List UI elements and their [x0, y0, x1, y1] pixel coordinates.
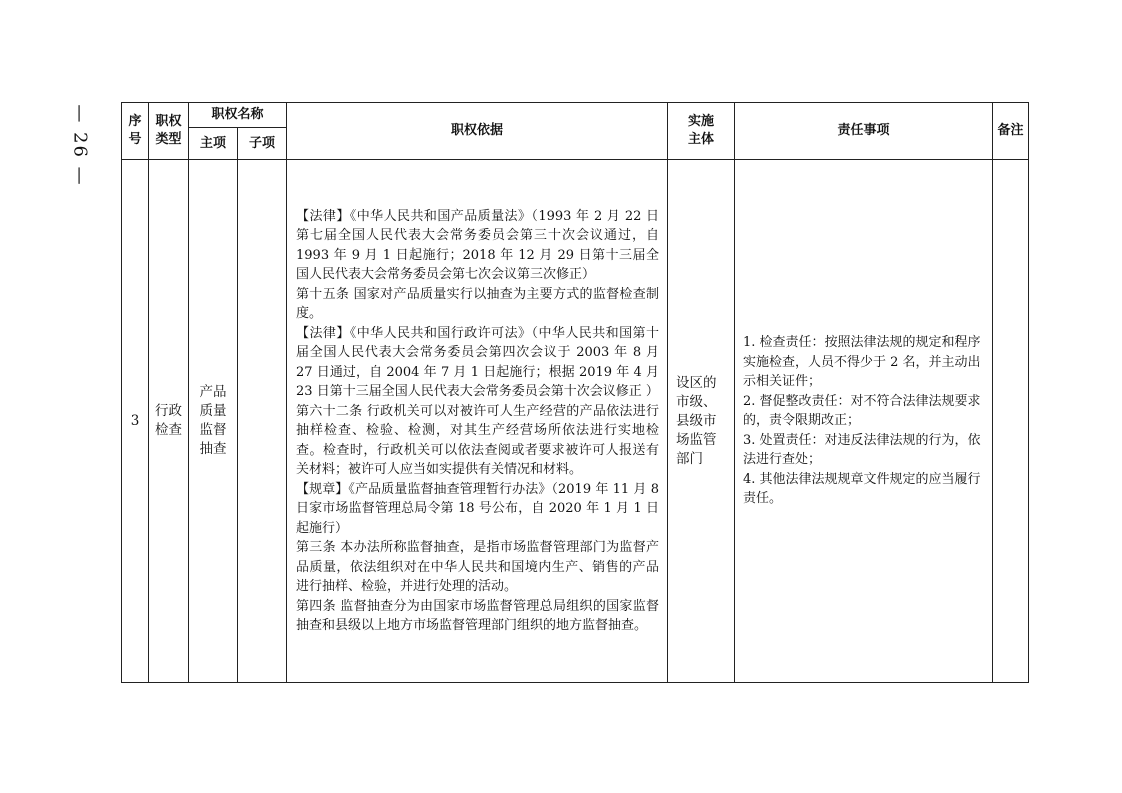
basis-paragraph: 【法律】《中华人民共和国产品质量法》（1993 年 2 月 22 日第七届全国人民代表大会常务委员会第三十次会议通过，自 1993 年 9 月 1 日起施行；2018 年 12 月 29 日第十三届全国人民代表大会常务委员会第七次会议第三次修正） [296, 208, 660, 282]
header-main-item: 主项 [189, 128, 238, 160]
header-responsibility: 责任事项 [735, 103, 993, 160]
row-subject-line: 市级、 [676, 393, 717, 410]
row-main-item [189, 160, 238, 683]
basis-paragraph: 第六十二条 行政机关可以对被许可人生产经营的产品依法进行抽样检查、检验、检测，对其生产经营场所依法进行实地检查。检查时，行政机关可以依法查阅或者要求被许可人报送有关材料；被许可人应当如实提供有关情况和材料。 [296, 403, 660, 477]
header-subject-line: 实施 [688, 114, 715, 129]
basis-paragraph: 【规章】《产品质量监督抽查管理暂行办法》（2019 年 11 月 8 日家市场监督管理总局令第 18 号公布，自 2020 年 1 月 1 日起施行） [296, 481, 660, 536]
basis-text [296, 207, 659, 636]
header-subject [668, 103, 735, 160]
page-number-text: — 26 — [69, 103, 91, 187]
basis-paragraph: 第三条 本办法所称监督抽查，是指市场监督管理部门为监督产品质量，依法组织对在中华人民共和国境内生产、销售的产品进行抽样、检验，并进行处理的活动。 [296, 540, 660, 594]
row-main-item-line: 产品 [199, 384, 227, 400]
responsibility-item: 3. 处置责任：对违反法律法规的行为，依法进行查处； [743, 432, 981, 468]
header-row-top [122, 103, 1029, 128]
responsibility-list [743, 333, 984, 509]
row-type-line: 行政 [155, 403, 182, 419]
row-subject-line: 设区的 [676, 374, 717, 391]
responsibility-item: 4. 其他法律法规规章文件规定的应当履行责任。 [743, 471, 981, 507]
header-seq-line: 序 [128, 114, 142, 129]
page-number [60, 105, 100, 185]
row-subject [668, 160, 735, 683]
row-basis [287, 160, 668, 683]
row-type-line: 检查 [155, 422, 182, 438]
header-subject-line: 主体 [688, 132, 715, 147]
header-type-line: 职权 [155, 114, 182, 129]
basis-paragraph: 第四条 监督抽查分为由国家市场监督管理总局组织的国家监督抽查和县级以上地方市场监督管理部门组织的地方监督抽查。 [296, 598, 660, 633]
basis-paragraph: 第十五条 国家对产品质量实行以抽查为主要方式的监督检查制度。 [296, 286, 660, 321]
table-row [122, 160, 1029, 683]
responsibility-item: 1. 检查责任：按照法律法规的规定和程序实施检查，人员不得少于 2 名，并主动出示相关证件； [743, 335, 981, 390]
authority-table [121, 102, 1029, 683]
header-seq-line: 号 [128, 132, 142, 147]
header-type-line: 类型 [155, 132, 182, 147]
row-main-item-line: 抽查 [199, 441, 227, 457]
row-subject-line: 县级市 [676, 412, 717, 429]
row-subject-line: 部门 [676, 450, 704, 467]
row-main-item-line: 监督 [199, 422, 227, 438]
row-remarks [993, 160, 1029, 683]
row-seq: 3 [122, 160, 149, 683]
header-type [149, 103, 189, 160]
row-main-item-line: 质量 [199, 403, 227, 419]
basis-paragraph: 【法律】《中华人民共和国行政许可法》（中华人民共和国第十届全国人民代表大会常务委员会第四次会议于 2003 年 8 月 27 日通过，自 2004 年 7 月 1 日起施行；根据 2019 年 4 月 23 日第十三届全国人民代表大会常务委员会第十次会议修正 ） [296, 325, 660, 399]
row-type [149, 160, 189, 683]
row-subject-line: 场监管 [676, 431, 717, 448]
responsibility-item: 2. 督促整改责任：对不符合法律法规要求的，责令限期改正； [743, 393, 981, 429]
row-responsibility [735, 160, 993, 683]
row-sub-item [238, 160, 287, 683]
header-sub-item: 子项 [238, 128, 287, 160]
header-seq [122, 103, 149, 160]
header-remarks: 备注 [993, 103, 1029, 160]
header-basis: 职权依据 [287, 103, 668, 160]
header-name: 职权名称 [189, 103, 287, 128]
